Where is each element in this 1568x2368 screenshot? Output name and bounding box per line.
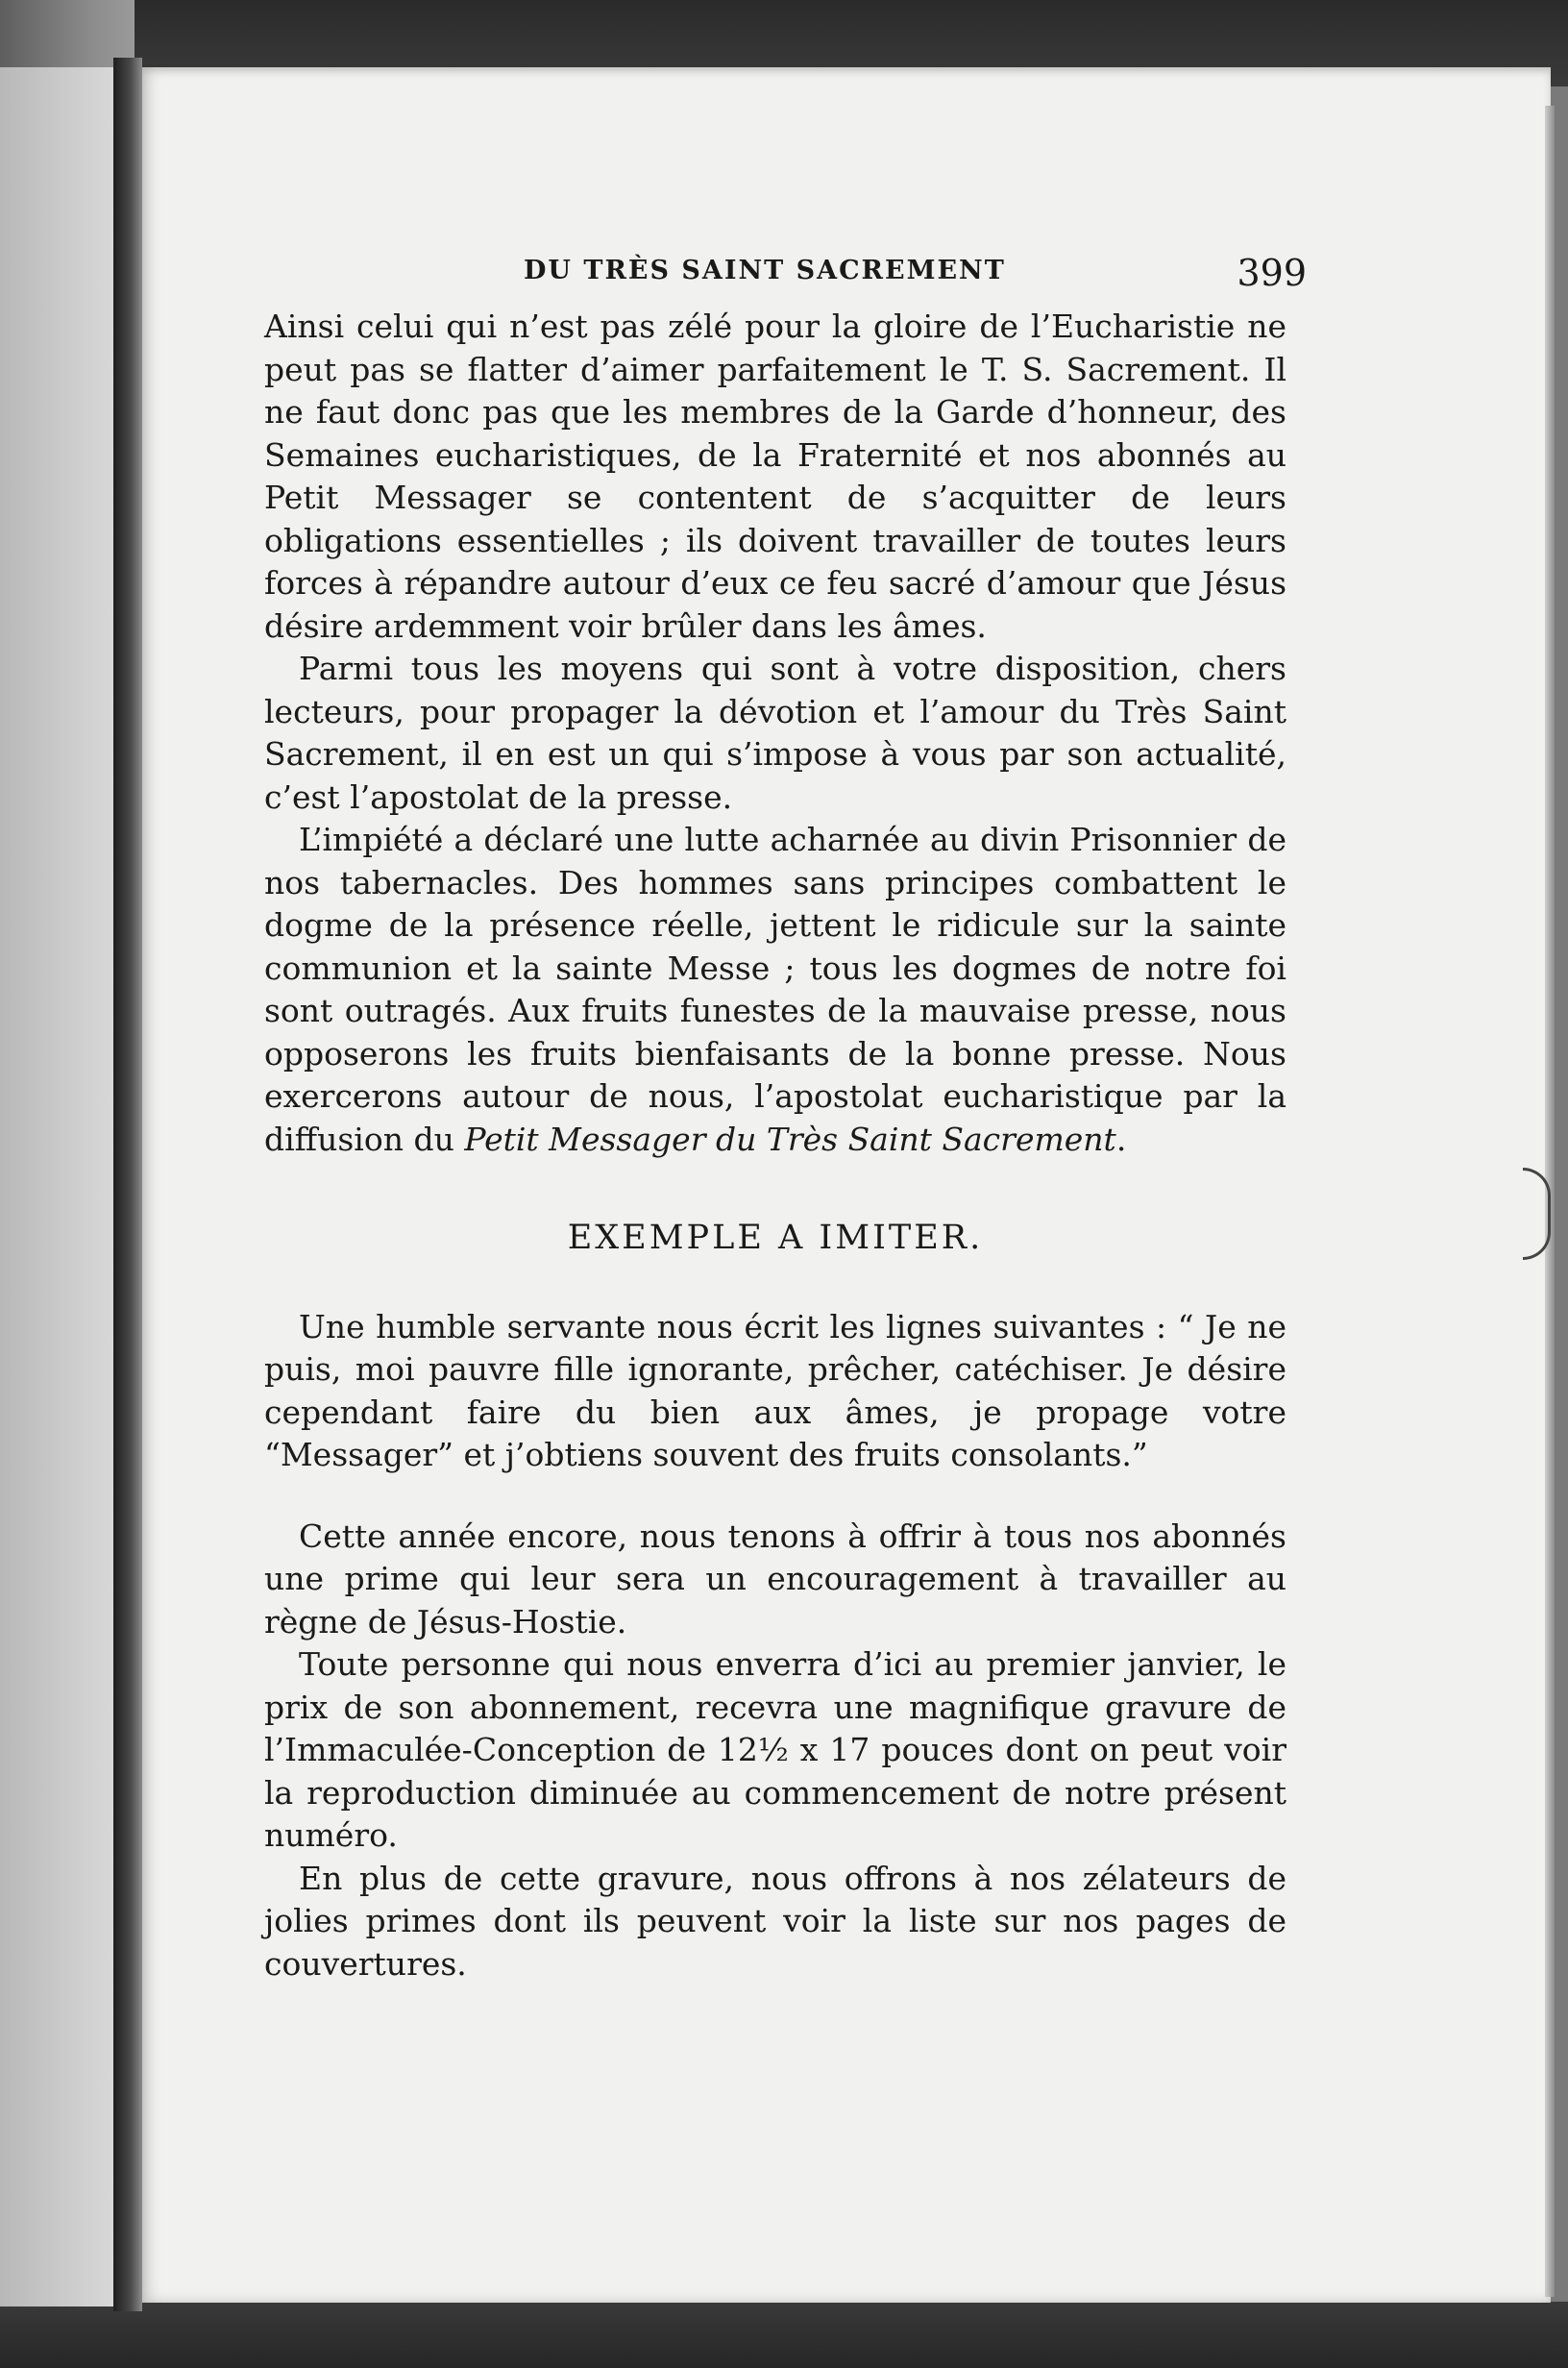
page-body: [264, 306, 1286, 1986]
paragraph-zelators: En plus de cette gravure, nous offrons à nos zélateurs de jolies primes dont ils peuvent voir la liste sur nos pages de couvertures.: [264, 1859, 1286, 1983]
paragraph-impiety-end: .: [1115, 1120, 1127, 1158]
paragraph-press-apostolate: Parmi tous les moyens qui sont à votre disposition, chers lecteurs, pour propager la dévotion et l’amour du Très Saint Sacrement, il en est un qui s’impose à vous par son actualité, c’est l’apostolat de la presse.: [264, 650, 1286, 816]
publication-title: Petit Messager du Très Saint Sacrement: [464, 1120, 1116, 1158]
paragraph-impiety: [264, 819, 1286, 1161]
spacer: [264, 1477, 1286, 1516]
edge-tab-mark: [1523, 1168, 1551, 1260]
paragraph-premium: Cette année encore, nous tenons à offrir à tous nos abonnés une prime qui leur sera un encouragement à travailler au règne de Jésus-Hostie.: [264, 1517, 1286, 1640]
paragraph-servant-letter: Une humble servante nous écrit les lignes suivantes : “ Je ne puis, moi pauvre fille ignorante, prêcher, catéchiser. Je désire cependant faire du bien aux âmes, je propage votre “Messager” et j’obtiens souvent des fruits consolants.”: [264, 1307, 1286, 1473]
paragraph-impiety-text: L’impiété a déclaré une lutte acharnée au divin Prisonnier de nos tabernacles. Des hommes sans principes combattent le dogme de la présence réelle, jettent le ridicule sur la sainte communion et la sainte Messe ; tous les dogmes de notre foi sont outragés. Aux fruits funestes de la mauvaise presse, nous opposerons les fruits bienfaisants de la bonne presse. Nous exercerons autour de nous, l’apostolat eucharistique par la diffusion du: [264, 821, 1286, 1158]
running-head: [264, 252, 1311, 300]
section-title: EXEMPLE A IMITER.: [567, 1219, 984, 1257]
paragraph-engraving: Toute personne qui nous enverra d’ici au premier janvier, le prix de son abonnement, recevra une magnifique gravure de l’Immaculée-Conception de 12½ x 17 pouces dont on peut voir la reproduction diminuée au commencement de notre présent numéro.: [264, 1645, 1286, 1854]
scan-background-bottom: [0, 2302, 1568, 2368]
running-title: DU TRÈS SAINT SACREMENT: [524, 256, 1006, 285]
paragraph-zeal: Ainsi celui qui n’est pas zélé pour la gloire de l’Eucharistie ne peut pas se flatter d’aimer parfaitement le T. S. Sacrement. Il ne faut donc pas que les membres de la Garde d’honneur, des Semaines eucharistiques, de la Fraternité et nos abonnés au Petit Messager se contentent de s’acquitter de leurs obligations essentielles ; ils doivent travailler de toutes leurs forces à répandre autour d’eux ce feu sacré d’amour que Jésus désire ardemment voir brûler dans les âmes.: [264, 308, 1286, 645]
book-spine: [113, 58, 142, 2311]
page-number: 399: [1237, 252, 1307, 294]
facing-page-edge: [0, 67, 113, 2306]
